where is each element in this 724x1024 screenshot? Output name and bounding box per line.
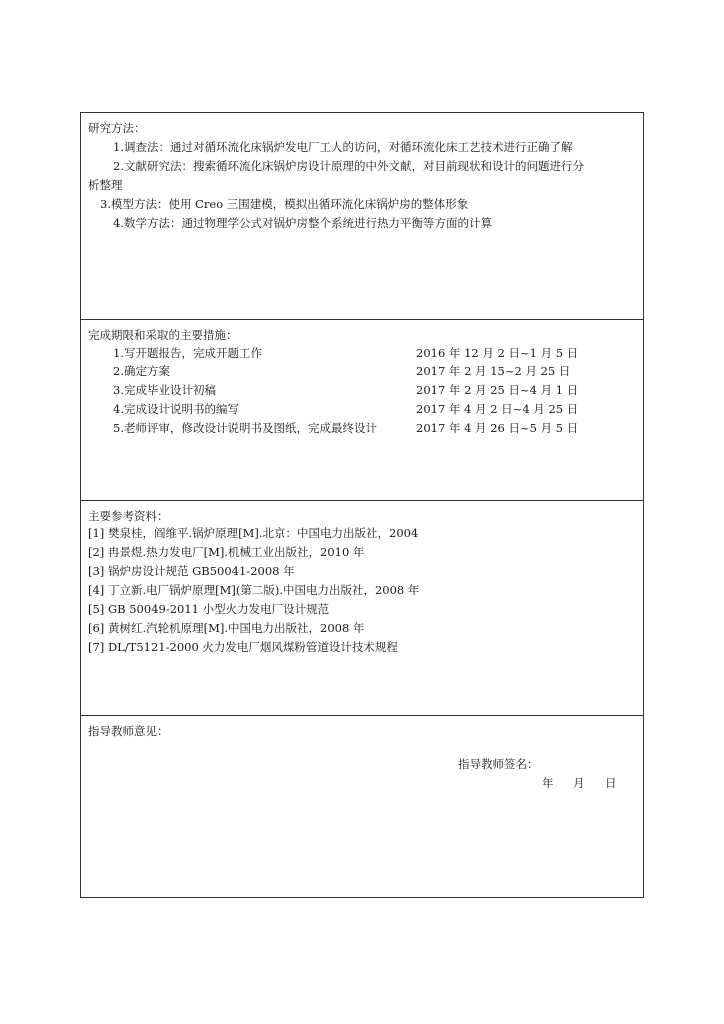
research-methods-section — [81, 113, 643, 320]
method-item-2: 2.文献研究法：搜索循环流化床锅炉房设计原理的中外文献，对目前现状和设计的问题进行分 — [113, 159, 584, 173]
method-item-1: 1.调查法：通过对循环流化床锅炉发电厂工人的访问，对循环流化床工艺技术进行正确了解 — [113, 140, 573, 154]
advisor-opinion-heading: 指导教师意见： — [88, 724, 169, 738]
advisor-opinion-section — [81, 716, 643, 897]
schedule-date-3: 2017 年 2 月 25 日~4 月 1 日 — [416, 383, 579, 397]
schedule-task-3: 3.完成毕业设计初稿 — [113, 383, 216, 397]
date-month-label: 月 — [573, 776, 585, 790]
schedule-date-2: 2017 年 2 月 15~2 月 25 日 — [416, 364, 571, 378]
schedule-date-5: 2017 年 4 月 26 日~5 月 5 日 — [416, 421, 579, 435]
date-day-label: 日 — [605, 776, 617, 790]
advisor-signature-label: 指导教师签名： — [458, 757, 539, 771]
reference-4: [4] 丁立新.电厂锅炉原理[M](第二版).中国电力出版社，2008 年 — [88, 583, 420, 597]
schedule-task-4: 4.完成设计说明书的编写 — [113, 402, 239, 416]
schedule-task-5: 5.老师评审，修改设计说明书及图纸，完成最终设计 — [113, 421, 377, 435]
reference-3: [3] 锅炉房设计规范 GB50041-2008 年 — [88, 564, 295, 578]
reference-5: [5] GB 50049-2011 小型火力发电厂设计规范 — [88, 602, 330, 616]
schedule-task-1: 1.写开题报告，完成开题工作 — [113, 346, 262, 360]
method-item-4: 4.数学方法：通过物理学公式对锅炉房整个系统进行热力平衡等方面的计算 — [113, 216, 492, 230]
method-item-3: 3.模型方法：使用 Creo 三围建模，模拟出循环流化床锅炉房的整体形象 — [100, 197, 469, 211]
schedule-date-4: 2017 年 4 月 2 日~4 月 25 日 — [416, 402, 579, 416]
schedule-task-2: 2.确定方案 — [113, 364, 170, 378]
reference-2: [2] 冉景煜.热力发电厂[M].机械工业出版社，2010 年 — [88, 545, 365, 559]
schedule-date-1: 2016 年 12 月 2 日~1 月 5 日 — [416, 346, 579, 360]
reference-7: [7] DL/T5121-2000 火力发电厂烟风煤粉管道设计技术规程 — [88, 640, 398, 654]
reference-1: [1] 樊泉桂，阎维平.锅炉原理[M].北京：中国电力出版社，2004 — [88, 526, 419, 540]
references-heading: 主要参考资料： — [88, 509, 169, 523]
schedule-heading: 完成期限和采取的主要措施： — [88, 328, 238, 342]
date-year-label: 年 — [542, 776, 554, 790]
references-section — [81, 501, 643, 716]
reference-6: [6] 黄树红.汽轮机原理[M].中国电力出版社，2008 年 — [88, 621, 365, 635]
research-methods-heading: 研究方法： — [88, 121, 146, 135]
proposal-table — [80, 112, 644, 898]
schedule-section — [81, 320, 643, 501]
method-item-2-cont: 析整理 — [88, 178, 123, 192]
